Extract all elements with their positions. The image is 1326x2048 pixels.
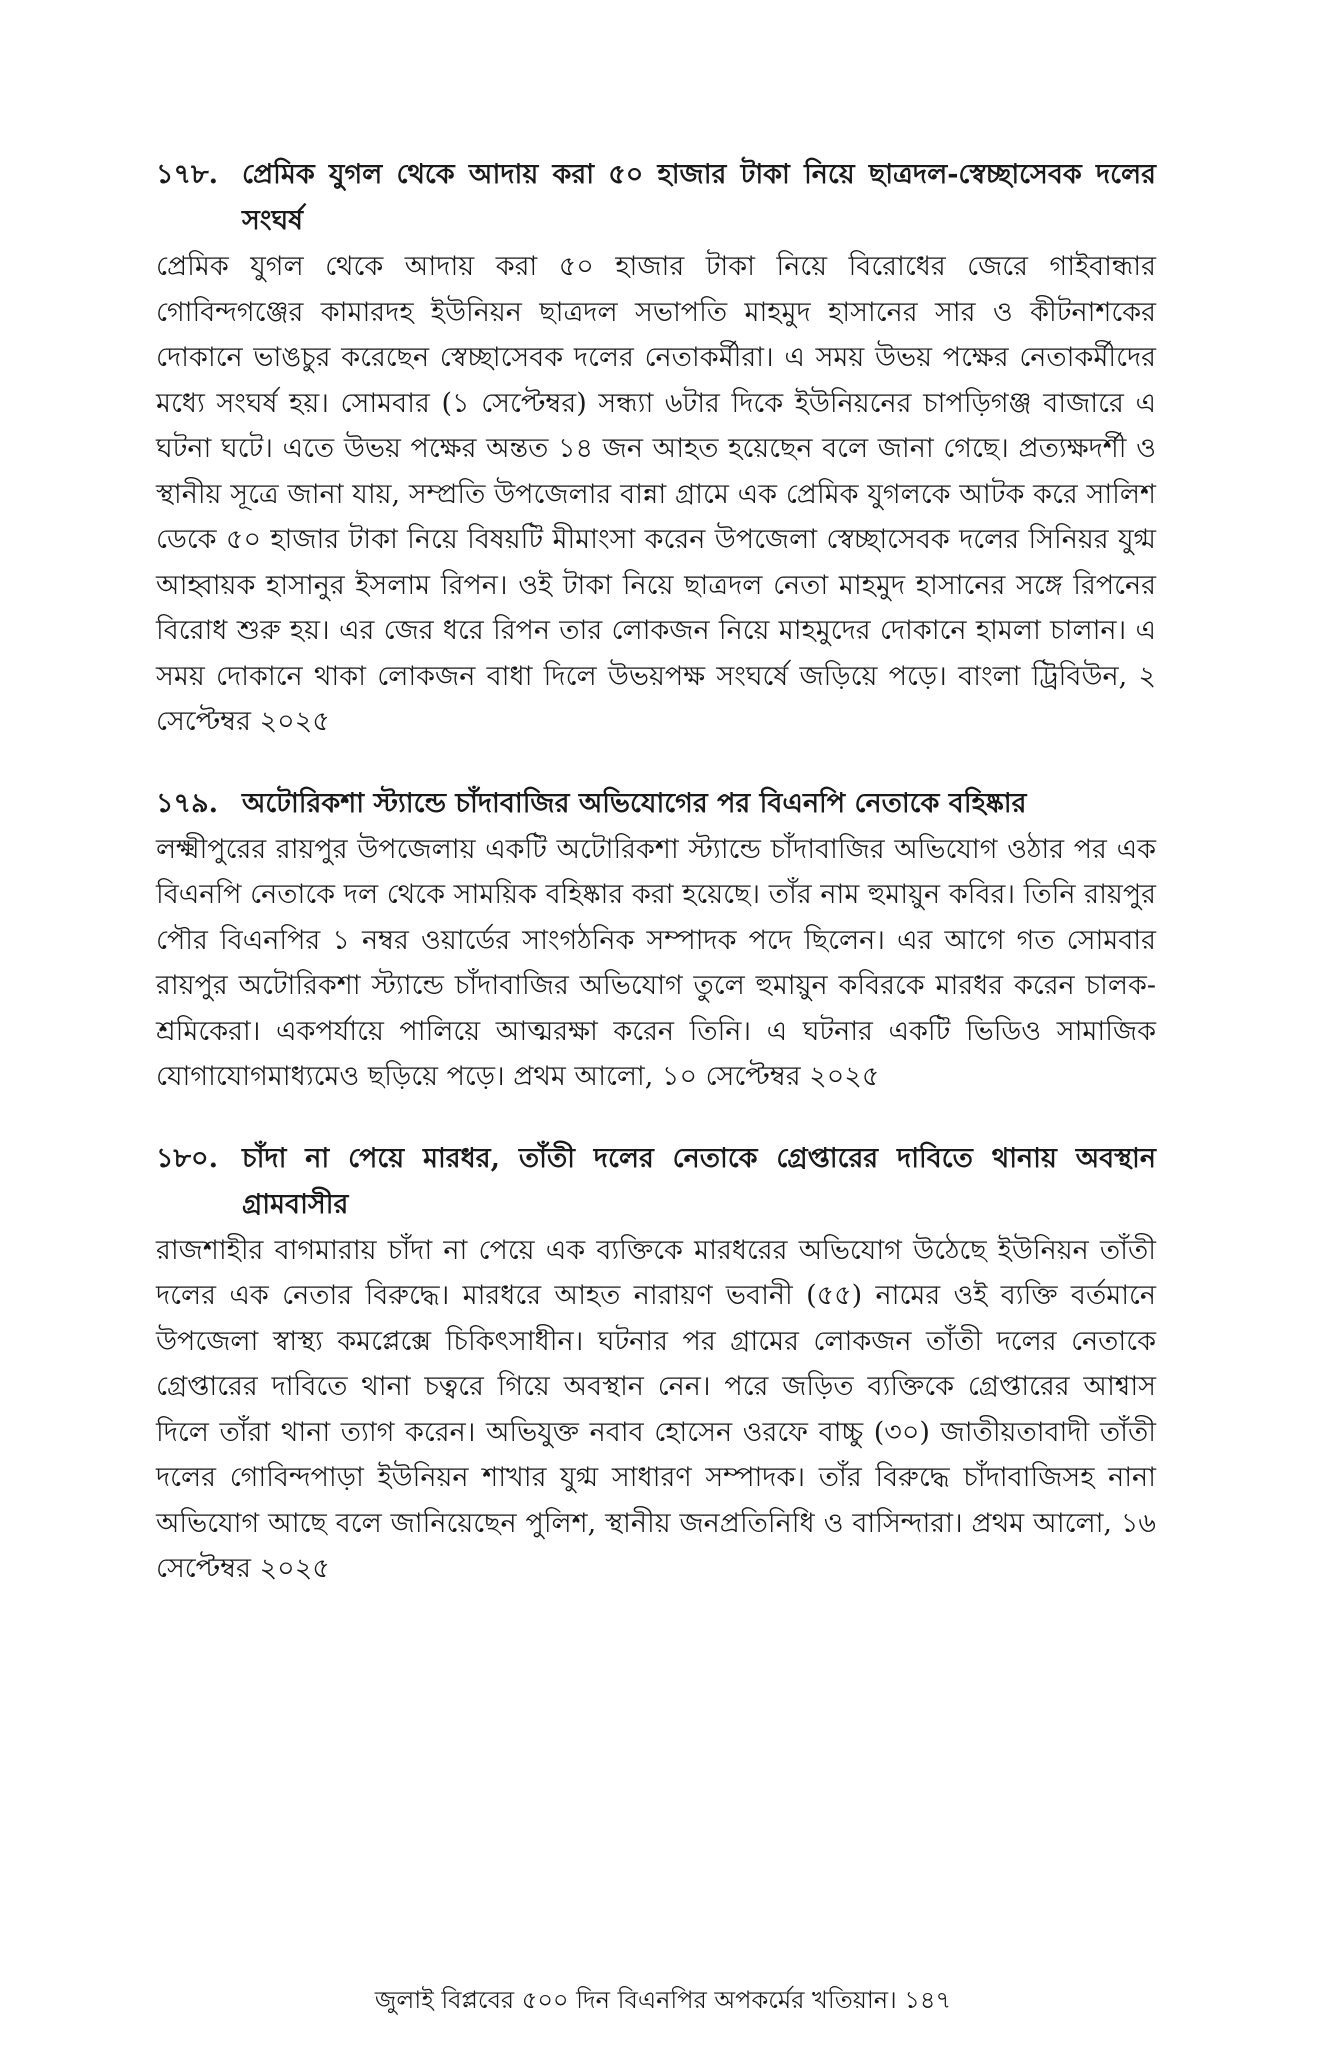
entry-heading [156,781,1156,827]
entry-number: ১৭৯. [156,787,218,819]
entry-heading [156,152,1156,244]
entry-title: চাঁদা না পেয়ে মারধর, তাঁতী দলের নেতাকে গ্রেপ্তারের দাবিতে থানায় অবস্থান গ্রামবাসীর [242,1142,1156,1220]
page-content [156,152,1156,1628]
entry-number: ১৮০. [156,1142,218,1174]
entry-179 [156,781,1156,1100]
entry-body: রাজশাহীর বাগমারায় চাঁদা না পেয়ে এক ব্যক্তিকে মারধরের অভিযোগ উঠেছে ইউনিয়ন তাঁতী দলের এক নেতার বিরুদ্ধে। মারধরে আহত নারায়ণ ভবানী (৫৫) নামের ওই ব্যক্তি বর্তমানে উপজেলা স্বাস্থ্য কমপ্লেক্সে চিকিৎসাধীন। ঘটনার পর গ্রামের লোকজন তাঁতী দলের নেতাকে গ্রেপ্তারের দাবিতে থানা চত্বরে গিয়ে অবস্থান নেন। পরে জড়িত ব্যক্তিকে গ্রেপ্তারের আশ্বাস দিলে তাঁরা থানা ত্যাগ করেন। অভিযুক্ত নবাব হোসেন ওরফে বাচ্চু (৩০) জাতীয়তাবাদী তাঁতী দলের গোবিন্দপাড়া ইউনিয়ন শাখার যুগ্ম সাধারণ সম্পাদক। তাঁর বিরুদ্ধে চাঁদাবাজিসহ নানা অভিযোগ আছে বলে জানিয়েছেন পুলিশ, স্থানীয় জনপ্রতিনিধি ও বাসিন্দারা। প্রথম আলো, ১৬ সেপ্টেম্বর ২০২৫ [156,1234,1156,1584]
entry-title: অটোরিকশা স্ট্যান্ডে চাঁদাবাজির অভিযোগের পর বিএনপি নেতাকে বহিষ্কার [242,787,1027,819]
entry-178 [156,152,1156,745]
entry-heading [156,1136,1156,1228]
entry-title: প্রেমিক যুগল থেকে আদায় করা ৫০ হাজার টাকা নিয়ে ছাত্রদল-স্বেচ্ছাসেবক দলের সংঘর্ষ [242,159,1156,236]
entry-body: লক্ষ্মীপুরের রায়পুর উপজেলায় একটি অটোরিকশা স্ট্যান্ডে চাঁদাবাজির অভিযোগ ওঠার পর এক বিএনপি নেতাকে দল থেকে সাময়িক বহিষ্কার করা হয়েছে। তাঁর নাম হুমায়ুন কবির। তিনি রায়পুর পৌর বিএনপির ১ নম্বর ওয়ার্ডের সাংগঠনিক সম্পাদক পদে ছিলেন। এর আগে গত সোমবার রায়পুর অটোরিকশা স্ট্যান্ডে চাঁদাবাজির অভিযোগ তুলে হুমায়ুন কবিরকে মারধর করেন চালক-শ্রমিকেরা। একপর্যায়ে পালিয়ে আত্মরক্ষা করেন তিনি। এ ঘটনার একটি ভিডিও সামাজিক যোগাযোগমাধ্যমেও ছড়িয়ে পড়ে। প্রথম আলো, ১০ সেপ্টেম্বর ২০২৫ [156,833,1156,1092]
entry-number: ১৭৮. [156,159,218,190]
page-footer: জুলাই বিপ্লবের ৫০০ দিন বিএনপির অপকর্মের খতিয়ান। ১৪৭ [374,1986,952,2014]
entry-180 [156,1136,1156,1592]
entry-body: প্রেমিক যুগল থেকে আদায় করা ৫০ হাজার টাকা নিয়ে বিরোধের জেরে গাইবান্ধার গোবিন্দগঞ্জের কামারদহ ইউনিয়ন ছাত্রদল সভাপতি মাহমুদ হাসানের সার ও কীটনাশকের দোকানে ভাঙচুর করেছেন স্বেচ্ছাসেবক দলের নেতাকর্মীরা। এ সময় উভয় পক্ষের নেতাকর্মীদের মধ্যে সংঘর্ষ হয়। সোমবার (১ সেপ্টেম্বর) সন্ধ্যা ৬টার দিকে ইউনিয়নের চাপড়িগঞ্জ বাজারে এ ঘটনা ঘটে। এতে উভয় পক্ষের অন্তত ১৪ জন আহত হয়েছেন বলে জানা গেছে। প্রত্যক্ষদর্শী ও স্থানীয় সূত্রে জানা যায়, সম্প্রতি উপজেলার বান্না গ্রামে এক প্রেমিক যুগলকে আটক করে সালিশ ডেকে ৫০ হাজার টাকা নিয়ে বিষয়টি মীমাংসা করেন উপজেলা স্বেচ্ছাসেবক দলের সিনিয়র যুগ্ম আহ্বায়ক হাসানুর ইসলাম রিপন। ওই টাকা নিয়ে ছাত্রদল নেতা মাহমুদ হাসানের সঙ্গে রিপনের বিরোধ শুরু হয়। এর জের ধরে রিপন তার লোকজন নিয়ে মাহমুদের দোকানে হামলা চালান। এ সময় দোকানে থাকা লোকজন বাধা দিলে উভয়পক্ষ সংঘর্ষে জড়িয়ে পড়ে। বাংলা ট্রিবিউন, ২ সেপ্টেম্বর ২০২৫ [156,251,1156,737]
